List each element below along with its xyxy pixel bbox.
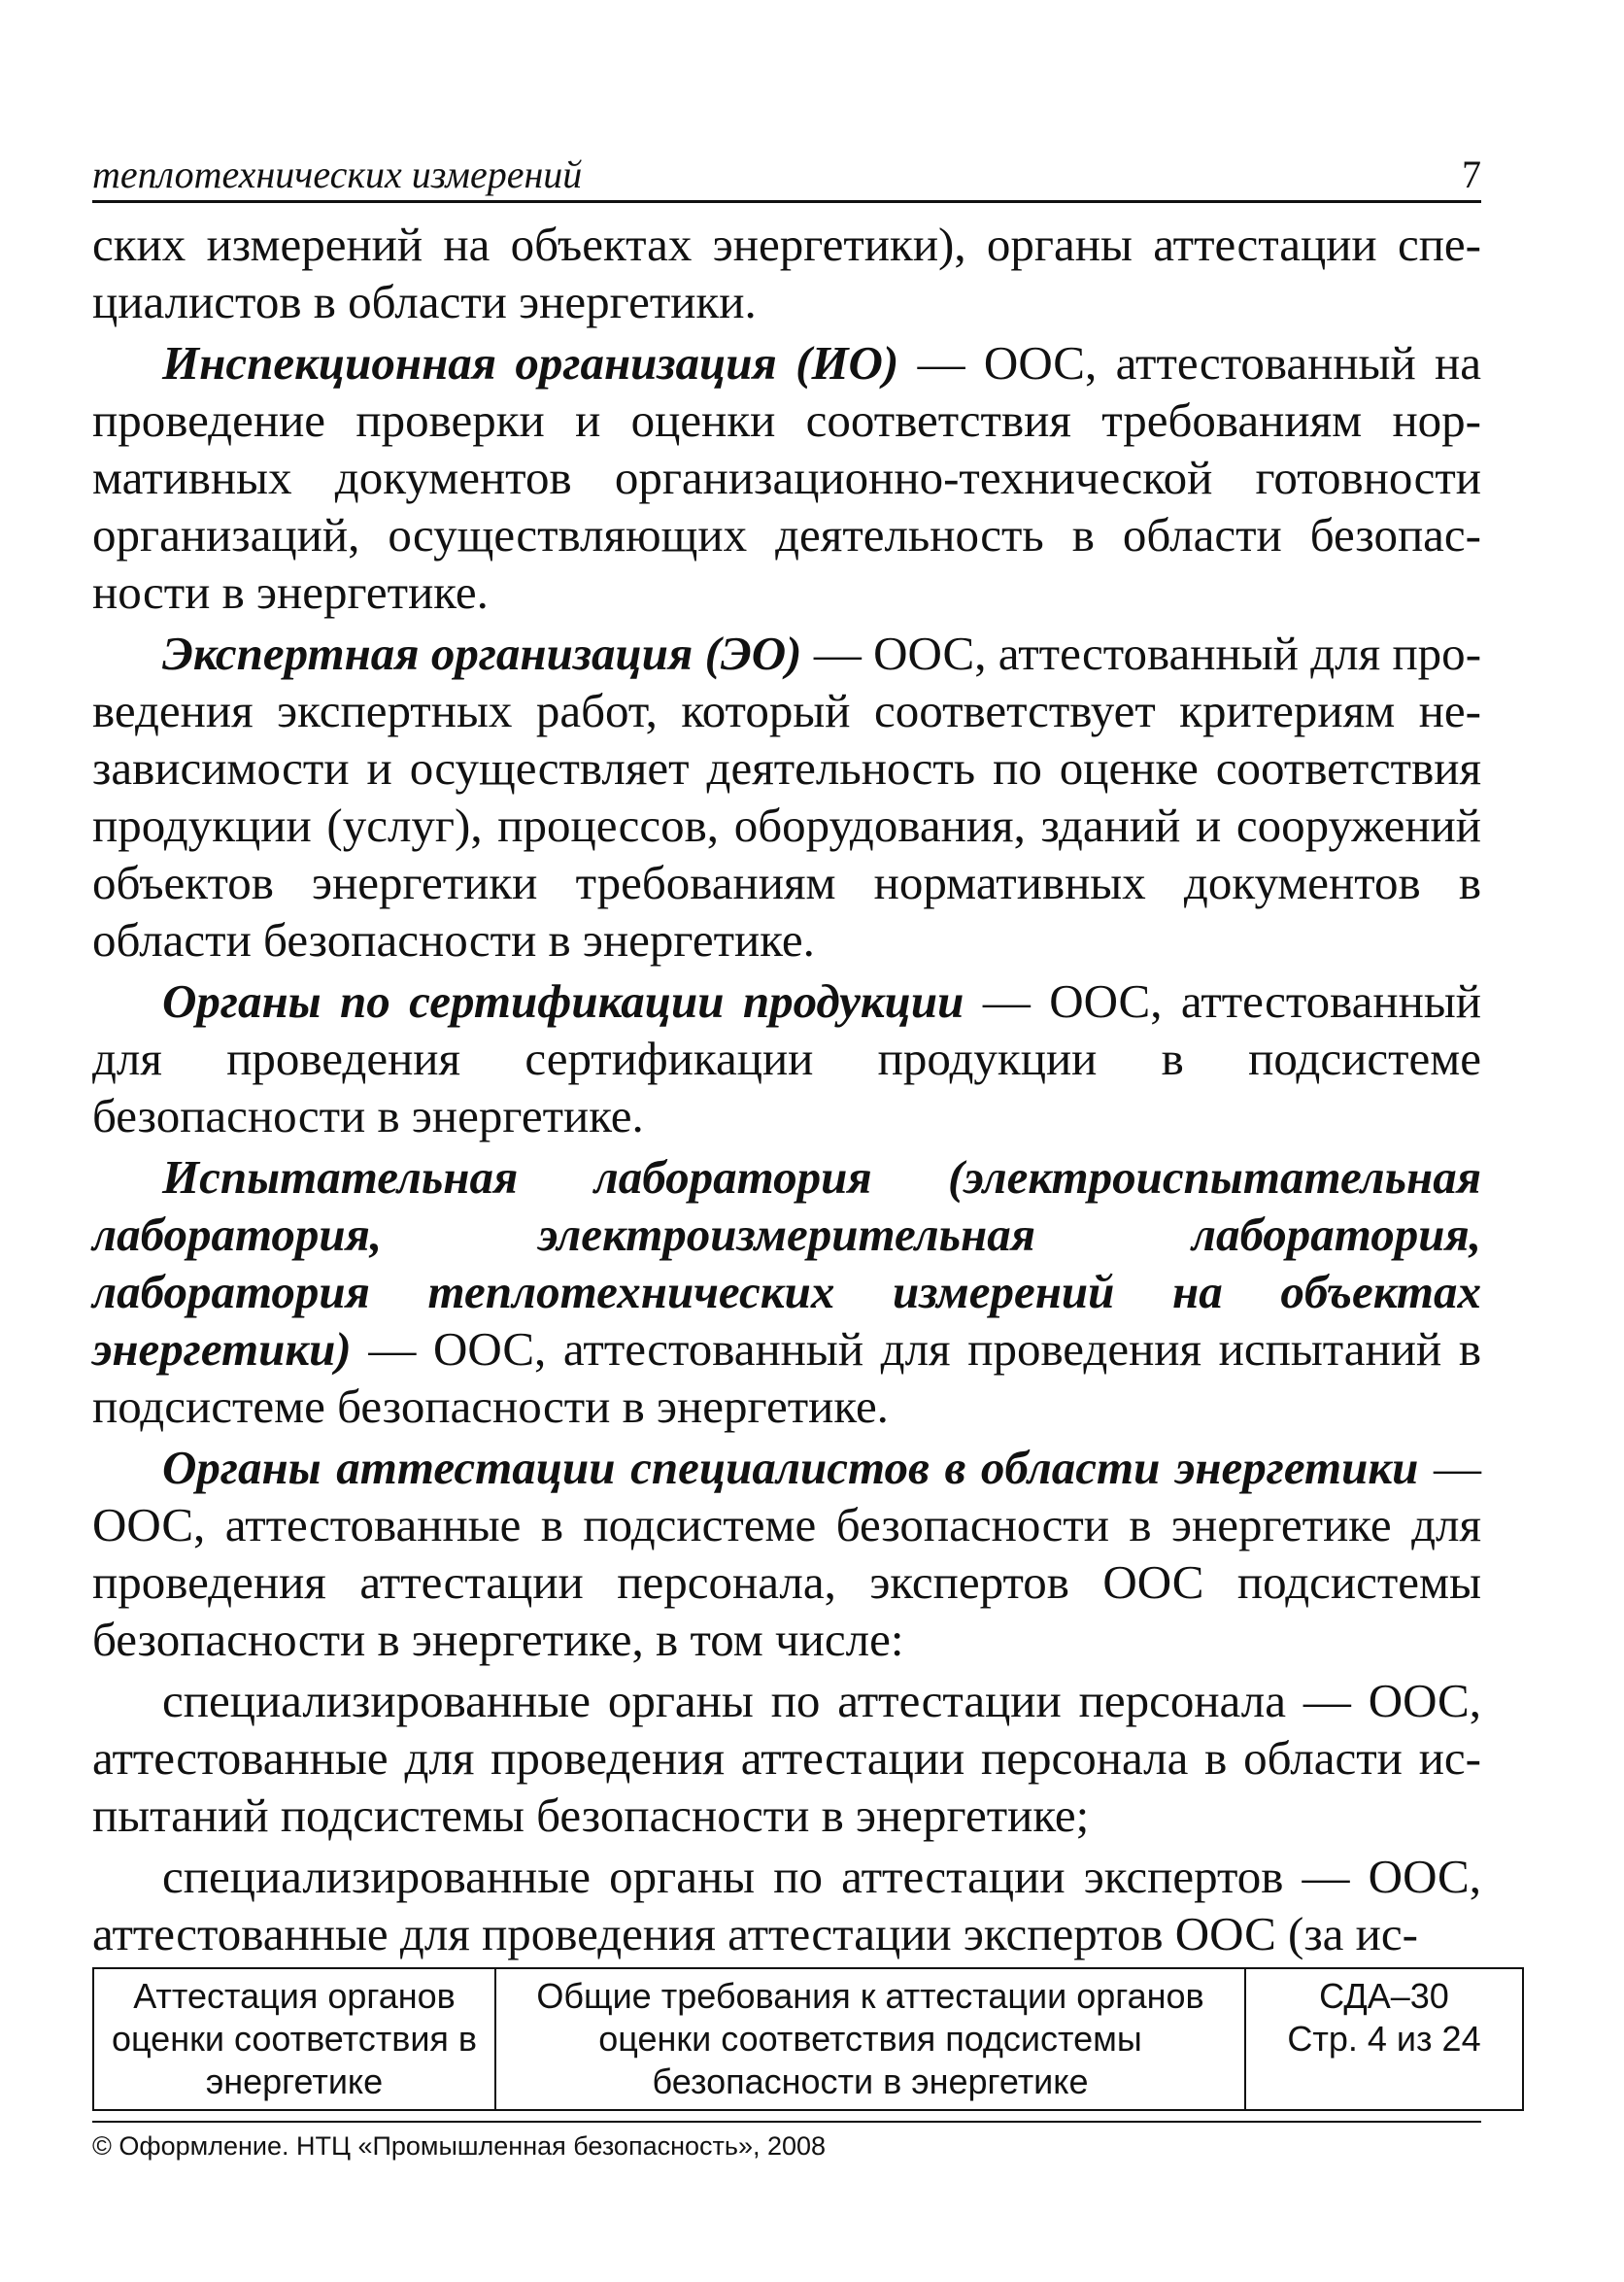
paragraph-inspection-organization [92,334,1481,621]
page-number: 7 [1462,153,1481,196]
footer-cell-section: Аттестация органов оценки соответствия в энергетике [93,1968,495,2110]
definition-inspection-organization: — ООС, аттестованный на проведение проверки и оценки соответствия требованиям нормативных документов организационно-технической готовности организаций, осуществляющих деятельность в области безопасности в энергетике. [92,336,1481,619]
running-title: теплотехнических измерений [92,153,583,196]
term-specialist-attestation: Органы аттестации специалистов в области энергетики [162,1441,1419,1494]
term-testing-laboratory: Испытательная лаборатория (электроиспытательная лаборатория, электроизмерительная лаборатория, лаборатория теплотехнических измерений на объектах энергетики) [92,1150,1481,1376]
definition-specialist-attestation: — ООС, аттестованные в подсистеме безопасности в энергетике для проведения аттестации персонала, экспертов ООС подсистемы безопасности в энергетике, в том числе: [92,1441,1481,1666]
paragraph-specialist-attestation [92,1439,1481,1668]
definition-expert-organization: — ООС, аттестованный для проведения экспертных работ, который соответствует критериям независимости и осуществляет деятельность по оценке соответствия продукции (услуг), процессов, оборудования, зданий и сооружений объектов энергетики требованиям нормативных документов в области безопасности в энергетике. [92,627,1482,967]
footer-divider [92,2121,1481,2123]
copyright-notice: © Оформление. НТЦ «Промышленная безопасность», 2008 [92,2131,827,2161]
paragraph-testing-laboratory [92,1148,1481,1435]
paragraph-expert-attestation: специализированные органы по аттестации экспертов — ООС, аттестованные для проведения аттестации экспертов ООС (за ис- [92,1850,1481,1960]
paragraph-certification-bodies [92,972,1481,1144]
document-footer-table [92,1967,1524,2111]
term-certification-bodies: Органы по сертификации продукции [162,974,964,1028]
term-expert-organization: Экспертная организация (ЭО) [162,627,802,680]
footer-cell-document-title: Общие требования к аттестации органов оценки соответствия подсистемы безопасности в энергетике [495,1968,1245,2110]
paragraph-continuation: ских измерений на объектах энергетики), органы аттестации специалистов в области энергетики. [92,218,1481,328]
footer-cell-document-code [1245,1968,1523,2110]
definition-certification-bodies: — ООС, аттестованный для проведения сертификации продукции в подсистеме безопасности в энергетике. [92,974,1481,1142]
page-counter: Стр. 4 из 24 [1287,2019,1481,2059]
running-header [92,146,1481,203]
footer-table-row [93,1968,1523,2110]
paragraph-personnel-attestation: специализированные органы по аттестации персонала — ООС, аттестованные для проведения аттестации персонала в области испытаний подсистемы безопасности в энергетике; [92,1674,1481,1842]
paragraph-expert-organization [92,625,1481,969]
body-text [92,216,1481,1966]
definition-testing-laboratory: — ООС, аттестованный для проведения испытаний в подсистеме безопасности в энергетике. [92,1322,1481,1433]
document-code: СДА–30 [1319,1976,1449,2016]
term-inspection-organization: Инспекционная организация (ИО) [162,336,899,390]
